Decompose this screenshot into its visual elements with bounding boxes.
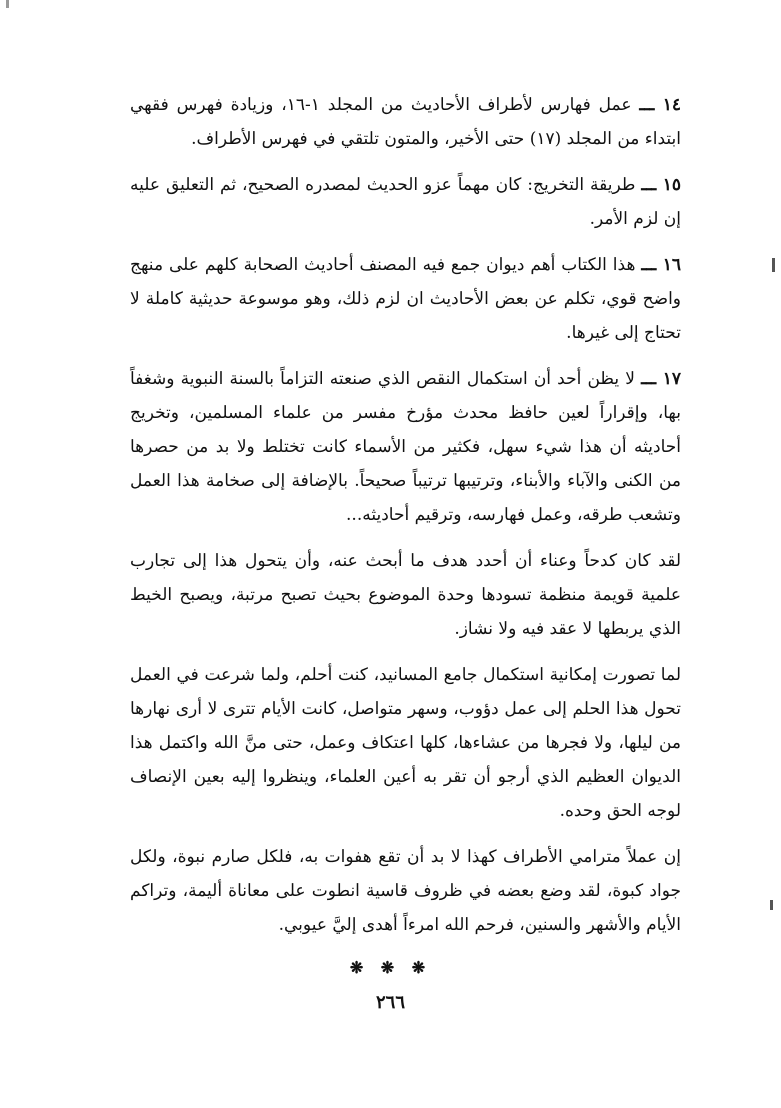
- paragraph-text: هذا الكتاب أهم ديوان جمع فيه المصنف أحاديث الصحابة كلهم على منهج واضح قوي، تكلم عن بعض الأحاديث ان لزم ذلك، وهو موسوعة حديثية كاملة لا تحتاج إلى غيرها.: [130, 255, 681, 343]
- paragraph-16: [130, 248, 681, 350]
- scan-mark: [770, 900, 773, 910]
- item-number: ١٥ ـــ: [641, 175, 681, 195]
- page-number: ٢٦٦: [375, 992, 405, 1013]
- paragraph-errors: [130, 840, 681, 942]
- paragraph-text: لا يظن أحد أن استكمال النقص الذي صنعته التزاماً بالسنة النبوية وشغفاً بها، وإقراراً لعين حافظ محدث مؤرخ مفسر من علماء المسلمين، وتخريج أحاديثه أن هذا شيء سهل، فكثير من الأسماء كانت تختلط ولا بد من حصرها من الكنى والآباء والأبناء، وترتيبها ترتيباً صحيحاً. بالإضافة إلى صخامة هذا العمل وتشعب طرقه، وعمل فهارسه، وترقيم أحاديثه...: [130, 369, 681, 525]
- paragraph-text: لما تصورت إمكانية استكمال جامع المسانيد، كنت أحلم، ولما شرعت في العمل تحول هذا الحلم إلى عمل دؤوب، وسهر متواصل، كانت الأيام تترى لا أرى نهارها من ليلها، ولا فجرها من عشاءها، كلها اعتكاف وعمل، حتى منَّ الله واكتمل هذا الديوان العظيم الذي أرجو أن تقر به أعين العلماء، وينظروا إليه بعين الإنصاف لوجه الحق وحده.: [130, 665, 681, 821]
- paragraph-14: [130, 88, 681, 156]
- paragraph-text: لقد كان كدحاً وعناء أن أحدد هدف ما أبحث عنه، وأن يتحول هذا إلى تجارب علمية قويمة منظمة تسودها وحدة الموضوع بحيث تصبح مرتبة، ويصبح الخيط الذي يربطها لا عقد فيه ولا نشاز.: [130, 551, 681, 639]
- scan-mark: [772, 258, 775, 272]
- item-number: ١٧ ـــ: [641, 369, 681, 389]
- page-body: [130, 88, 681, 942]
- paragraph-effort: [130, 544, 681, 646]
- item-number: ١٤ ـــ: [639, 95, 681, 115]
- paragraph-text: طريقة التخريج: كان مهماً عزو الحديث لمصدره الصحيح، ثم التعليق عليه إن لزم الأمر.: [130, 175, 681, 229]
- scan-mark: [6, 0, 9, 8]
- section-ornament: ❋ ❋ ❋: [349, 958, 432, 977]
- paragraph-text: عمل فهارس لأطراف الأحاديث من المجلد ١-١٦، وزيادة فهرس فقهي ابتداء من المجلد (١٧) حتى الأخير، والمتون تلتقي في فهرس الأطراف.: [130, 95, 681, 149]
- paragraph-17: [130, 362, 681, 532]
- item-number: ١٦ ـــ: [641, 255, 681, 275]
- paragraph-text: إن عملاً مترامي الأطراف كهذا لا بد أن تقع هفوات به، فلكل صارم نبوة، ولكل جواد كبوة، لقد وضع بعضه في ظروف قاسية انطوت على معاناة أليمة، وتراكم الأيام والأشهر والسنين، فرحم الله امرءاً أهدى إليَّ عيوبي.: [130, 847, 681, 935]
- paragraph-15: [130, 168, 681, 236]
- paragraph-dream: [130, 658, 681, 828]
